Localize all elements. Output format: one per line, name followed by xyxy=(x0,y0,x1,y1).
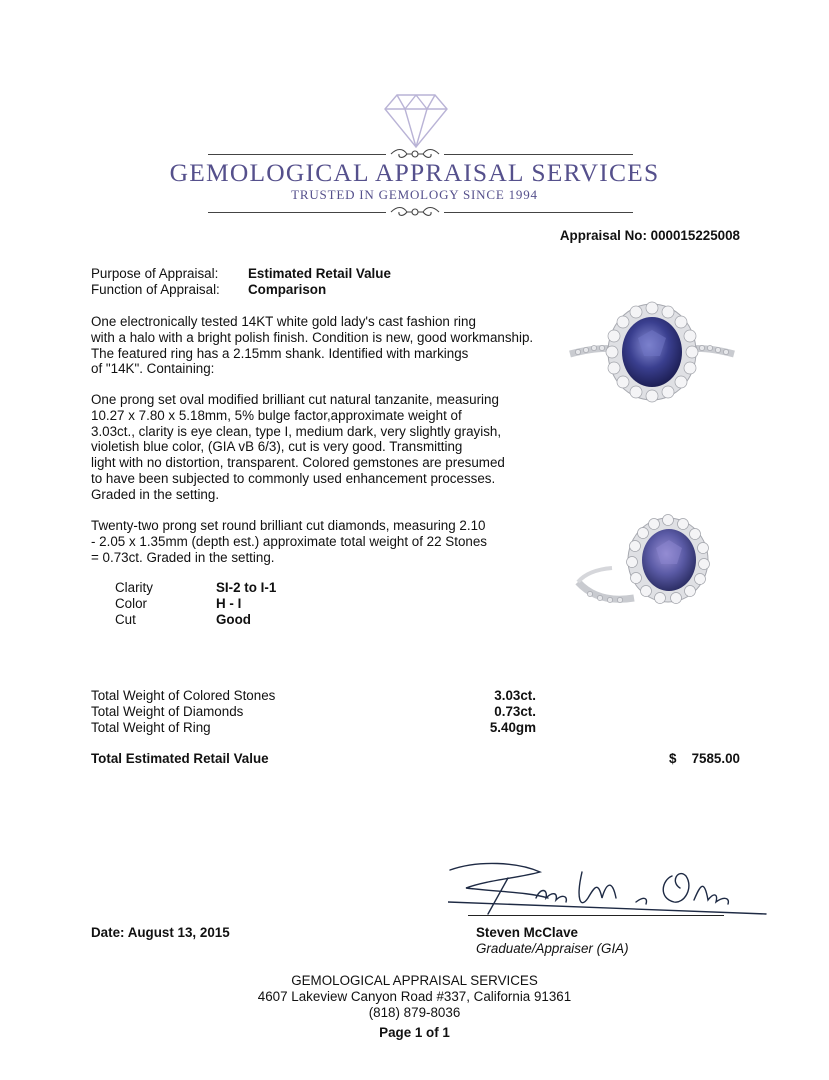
function-label: Function of Appraisal: xyxy=(91,282,220,297)
ring-front-photo xyxy=(568,300,736,404)
flourish-ornament-icon xyxy=(389,205,441,219)
text-line: Twenty-two prong set round brilliant cut diamonds, measuring 2.10 xyxy=(91,518,486,533)
handwritten-signature xyxy=(448,858,770,920)
appraisal-number: Appraisal No: 000015225008 xyxy=(559,228,740,243)
total-ring-value: 5.40gm xyxy=(489,720,536,735)
currency-symbol: $ xyxy=(669,751,677,766)
color-value: H - I xyxy=(216,596,242,611)
total-diamonds-value: 0.73ct. xyxy=(494,704,536,719)
diamond-outline-icon xyxy=(383,92,449,150)
brand-title: GEMOLOGICAL APPRAISAL SERVICES xyxy=(169,158,660,187)
retail-value-label: Total Estimated Retail Value xyxy=(91,751,269,766)
purpose-value: Estimated Retail Value xyxy=(248,266,391,281)
intro-paragraph xyxy=(91,314,551,377)
clarity-label: Clarity xyxy=(115,580,153,595)
appraiser-title: Graduate/Appraiser (GIA) xyxy=(476,941,629,956)
text-line: = 0.73ct. Graded in the setting. xyxy=(91,549,275,565)
cut-value: Good xyxy=(216,612,251,627)
footer-phone: (818) 879-8036 xyxy=(368,1004,461,1020)
text-line: - 2.05 x 1.35mm (depth est.) approximate total weight of 22 Stones xyxy=(91,533,487,549)
header-rule-bottom-right xyxy=(444,212,633,213)
tanzanite-paragraph xyxy=(91,392,531,503)
text-line: with a halo with a bright polish finish. Condition is new, good workmanship. xyxy=(91,329,534,345)
text-line: violetish blue color, (GIA vB 6/3), cut is very good. Transmitting xyxy=(91,439,463,455)
footer xyxy=(0,973,829,1041)
brand-subtitle: TRUSTED IN GEMOLOGY SINCE 1994 xyxy=(291,187,538,202)
appraisal-date: Date: August 13, 2015 xyxy=(91,925,230,940)
total-ring-label: Total Weight of Ring xyxy=(91,720,211,735)
text-line: to have been subjected to commonly used enhancement processes. xyxy=(91,470,496,486)
clarity-value: SI-2 to I-1 xyxy=(216,580,277,595)
header-rule-top-right xyxy=(444,154,633,155)
color-label: Color xyxy=(115,596,147,611)
text-line: of "14K". Containing: xyxy=(91,361,215,377)
text-line: 3.03ct., clarity is eye clean, type I, medium dark, very slightly grayish, xyxy=(91,423,502,439)
footer-company: GEMOLOGICAL APPRAISAL SERVICES xyxy=(291,973,538,988)
total-colored-value: 3.03ct. xyxy=(494,688,536,703)
page-indicator: Page 1 of 1 xyxy=(379,1025,450,1041)
text-line: The featured ring has a 2.15mm shank. Identified with markings xyxy=(91,345,469,361)
appraiser-name: Steven McClave xyxy=(476,925,578,940)
ring-angle-photo xyxy=(572,512,732,612)
function-value: Comparison xyxy=(248,282,327,297)
cut-label: Cut xyxy=(115,612,136,627)
text-line: Graded in the setting. xyxy=(91,486,220,502)
signature-line xyxy=(468,915,724,916)
purpose-label: Purpose of Appraisal: xyxy=(91,266,219,281)
header-rule-bottom-left xyxy=(208,212,386,213)
text-line: 10.27 x 7.80 x 5.18mm, 5% bulge factor,approximate weight of xyxy=(91,407,462,423)
text-line: One electronically tested 14KT white gold lady's cast fashion ring xyxy=(91,314,476,329)
total-diamonds-label: Total Weight of Diamonds xyxy=(91,704,244,719)
text-line: light with no distortion, transparent. Colored gemstones are presumed xyxy=(91,455,505,471)
total-colored-label: Total Weight of Colored Stones xyxy=(91,688,276,703)
footer-address: 4607 Lakeview Canyon Road #337, California 91361 xyxy=(257,988,572,1004)
text-line: One prong set oval modified brilliant cut natural tanzanite, measuring xyxy=(91,392,499,407)
header-rule-top-left xyxy=(208,154,386,155)
retail-value: 7585.00 xyxy=(691,751,740,766)
diamonds-paragraph xyxy=(91,518,531,565)
